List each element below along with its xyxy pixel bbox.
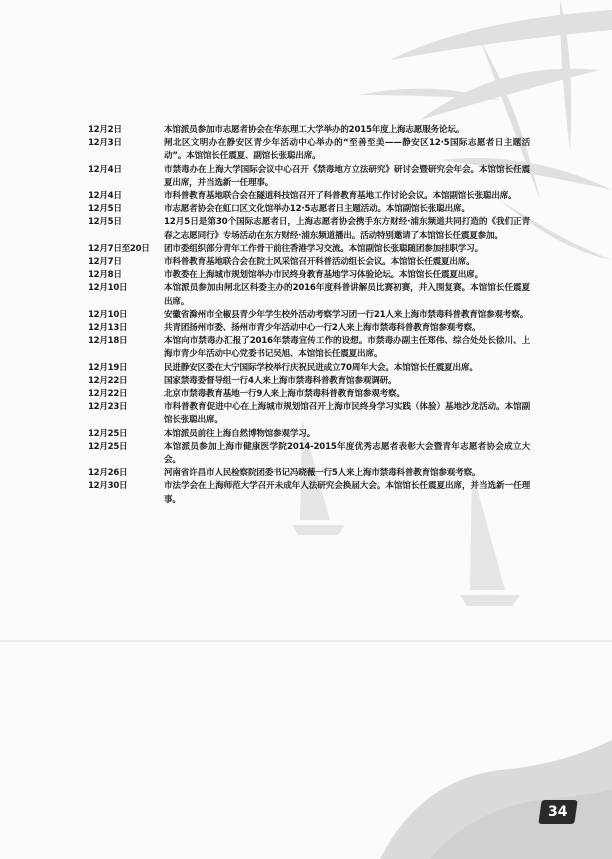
event-entry: [88, 335, 530, 361]
event-text: 12月5日是第30个国际志愿者日，上海志愿者协会携手东方财经·浦东频道共同打造的《我们正青春之志愿同行》专场活动在东方财经·浦东频道播出。活动特别邀请了本馆馆长任震夏参加。: [164, 217, 530, 241]
event-text: 国家禁毒委督导组一行4人来上海市禁毒科普教育馆参观调研。: [164, 375, 397, 386]
event-date: 12月7日至20日: [88, 243, 150, 254]
event-date: 12月10日: [88, 283, 128, 294]
event-entry: [88, 164, 530, 190]
event-text: 安徽省滁州市全椒县青少年学生校外活动考察学习团一行21人来上海市禁毒科普教育馆参观考察。: [164, 309, 529, 320]
event-entry: [88, 203, 530, 216]
ink-rock-illustration: [380, 740, 612, 859]
event-entry: [88, 401, 530, 427]
event-date: 12月18日: [88, 336, 128, 347]
event-entry: [88, 362, 530, 375]
event-text: 民进静安区委在大宁国际学校举行庆祝民进成立70周年大会。本馆馆长任震夏出席。: [164, 362, 478, 373]
page-number: 34: [548, 804, 568, 820]
event-date: 12月10日: [88, 309, 128, 320]
event-text: 本馆派员前往上海自然博物馆参观学习。: [164, 428, 316, 439]
event-entry: [88, 124, 530, 137]
event-text: 本馆向市禁毒办汇报了2016年禁毒宣传工作的设想。市禁毒办副主任郑伟、综合处处长徐川、上海市青少年活动中心党委书记吴旭、本馆馆长任震夏出席。: [164, 336, 530, 360]
event-text: 市科普教育基地联合会在院士风采馆召开科普活动组长会议。本馆馆长任震夏出席。: [164, 257, 475, 268]
event-entry: [88, 467, 530, 480]
event-date: 12月13日: [88, 323, 128, 334]
event-entry: [88, 243, 530, 256]
event-text: 本馆派员参加市志愿者协会在华东理工大学举办的2015年度上海志愿服务论坛。: [164, 125, 465, 135]
event-entry: [88, 480, 530, 506]
event-entry: [88, 375, 530, 388]
event-date: 12月23日: [88, 402, 128, 413]
event-date: 12月26日: [88, 468, 128, 479]
event-text: 市法学会在上海师范大学召开未成年人法研究会换届大会。本馆馆长任震夏出席，并当选新一任理事。: [164, 481, 530, 505]
event-date: 12月19日: [88, 362, 128, 373]
event-date: 12月25日: [88, 441, 128, 452]
event-text: 本馆派员参加上海市健康医学院2014-2015年度优秀志愿者表彰大会暨青年志愿者协会成立大会。: [164, 441, 530, 466]
event-entry: [88, 441, 530, 467]
event-text: 市教委在上海城市规划馆举办市民终身教育基地学习体验论坛。本馆馆长任震夏出席。: [164, 270, 483, 281]
event-text: 共青团扬州市委、扬州市青少年活动中心一行2人来上海市禁毒科普教育馆参观考察。: [164, 323, 481, 334]
event-entry: [88, 256, 530, 269]
event-date: 12月25日: [88, 428, 128, 439]
event-text: 团市委组织部分青年工作骨干前往香港学习交流。本馆副馆长张聪随团参加挂职学习。: [164, 243, 483, 254]
event-entry: [88, 269, 530, 282]
event-date: 12月7日: [88, 257, 122, 268]
event-entry: [88, 428, 530, 441]
event-date: 12月3日: [88, 138, 122, 149]
event-entry: [88, 309, 530, 322]
event-entry: [88, 282, 530, 308]
event-text: 北京市禁毒教育基地一行9人来上海市禁毒科普教育馆参观考察。: [164, 389, 405, 400]
event-text: 闸北区文明办在静安区青少年活动中心举办的“至善至美——静安区12·5国际志愿者日主题活动”。本馆馆长任震夏、副馆长张聪出席。: [164, 138, 530, 162]
event-entry: [88, 137, 530, 163]
event-text: 市禁毒办在上海大学国际会议中心召开《禁毒地方立法研究》研讨会暨研究会年会。本馆馆长任震夏出席，并当选新一任理事。: [164, 164, 530, 188]
event-date: 12月4日: [88, 191, 122, 202]
event-entry: [88, 388, 530, 401]
event-date: 12月30日: [88, 481, 128, 492]
event-text: 市志愿者协会在虹口区文化馆举办12·5志愿者日主题活动。本馆副馆长张聪出席。: [164, 204, 470, 215]
event-date: 12月8日: [88, 270, 122, 281]
event-entry: [88, 322, 530, 335]
event-date: 12月22日: [88, 389, 128, 400]
event-date: 12月4日: [88, 164, 122, 175]
event-text: 市科普教育促进中心在上海城市规划馆召开上海市民终身学习实践（体验）基地沙龙活动。本馆副馆长张聪出席。: [164, 402, 530, 426]
event-log: [88, 124, 530, 507]
event-date: 12月22日: [88, 375, 128, 386]
event-entry: [88, 216, 530, 242]
event-entry: [88, 190, 530, 203]
event-date: 12月5日: [88, 204, 122, 215]
event-date: 12月2日: [88, 125, 122, 135]
page-number-badge: [538, 800, 577, 824]
event-date: 12月5日: [88, 217, 122, 228]
event-text: 河南省许昌市人民检察院团委书记冯晓薇一行5人来上海市禁毒科普教育馆参观考察。: [164, 468, 481, 479]
event-text: 市科普教育基地联合会在隧道科技馆召开了科普教育基地工作讨论会议。本馆副馆长张聪出席。: [164, 191, 517, 202]
event-text: 本馆派员参加由闸北区科委主办的2016年度科普讲解员比赛初赛，并入围复赛。本馆馆长任震夏出席。: [164, 283, 530, 307]
